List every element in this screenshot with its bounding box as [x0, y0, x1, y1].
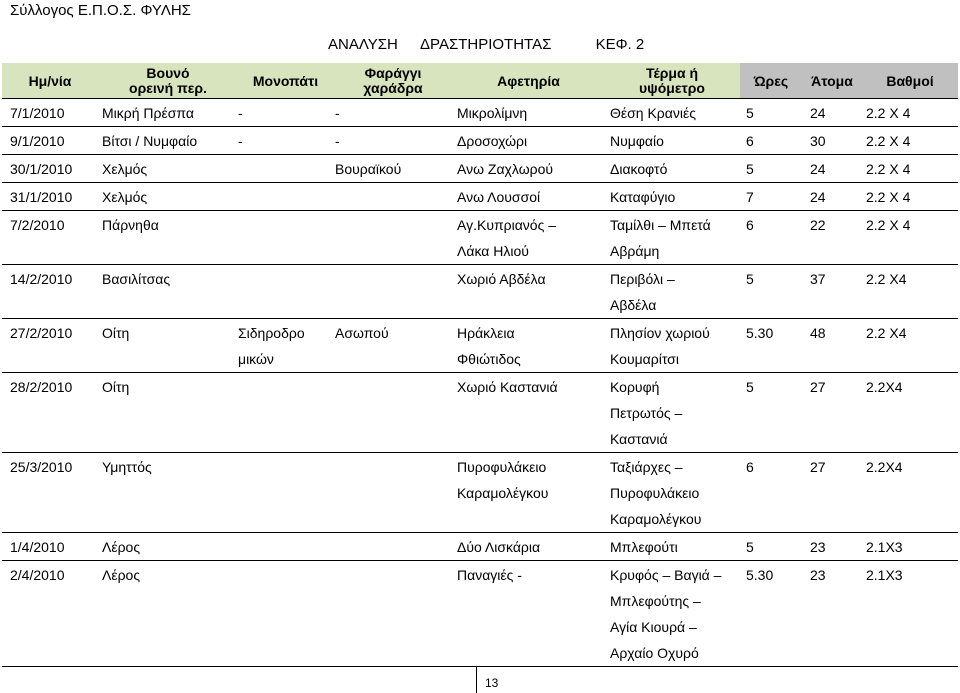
cell-hours — [740, 373, 802, 453]
cell-gorge — [333, 211, 453, 265]
cell-date — [2, 265, 98, 319]
cell-end-point — [604, 319, 740, 373]
cell-hours — [740, 183, 802, 211]
cell-line: 23 — [810, 567, 826, 583]
cell-line: 2.2 Χ4 — [866, 271, 907, 287]
column-header-line: Αφετηρία — [497, 72, 560, 89]
table-row — [2, 211, 958, 265]
column-header-end-point — [604, 63, 740, 99]
cell-gorge — [333, 127, 453, 155]
cell-start-point — [453, 265, 604, 319]
cell-trail — [238, 373, 333, 453]
cell-line: 5.30 — [746, 567, 774, 583]
cell-line: Βουραϊκού — [335, 161, 402, 177]
table-row — [2, 99, 958, 127]
cell-end-point — [604, 183, 740, 211]
cell-grades — [862, 183, 958, 211]
cell-line: 2.1Χ3 — [866, 539, 903, 555]
cell-people — [802, 561, 862, 667]
cell-hours — [740, 319, 802, 373]
cell-line: 30/1/2010 — [10, 161, 73, 177]
cell-end-point — [604, 265, 740, 319]
cell-line: 31/1/2010 — [10, 189, 73, 205]
cell-mountain — [98, 561, 238, 667]
cell-line: 22 — [810, 217, 826, 233]
cell-gorge — [333, 99, 453, 127]
table-row — [2, 319, 958, 373]
cell-people — [802, 99, 862, 127]
cell-line: - — [238, 105, 243, 121]
cell-line: Καραμολέγκου — [610, 511, 702, 527]
cell-line: 7/2/2010 — [10, 217, 65, 233]
cell-end-point — [604, 561, 740, 667]
cell-line: Αγ.Κυπριανός – — [457, 217, 557, 233]
cell-line: Δύο Λισκάρια — [457, 539, 541, 555]
column-header-line: Τέρμα ή — [645, 65, 699, 81]
column-header-start-point — [453, 63, 604, 99]
cell-line: Διακοφτό — [610, 161, 668, 177]
cell-date — [2, 127, 98, 155]
cell-line: 9/1/2010 — [10, 133, 65, 149]
cell-people — [802, 319, 862, 373]
cell-line: 2.2 Χ 4 — [866, 217, 911, 233]
cell-line: 5 — [746, 271, 754, 287]
title-part-3: ΚΕΦ. 2 — [595, 36, 645, 53]
cell-line: Ασωπού — [335, 325, 389, 341]
table-row — [2, 561, 958, 667]
cell-line: Καστανιά — [610, 431, 668, 447]
cell-line: Θέση Κρανιές — [610, 105, 696, 121]
cell-line: Κορυφή — [610, 379, 660, 395]
cell-line: Φθιώτιδος — [457, 351, 521, 367]
cell-trail — [238, 127, 333, 155]
cell-line: 2/4/2010 — [10, 567, 65, 583]
table-row — [2, 373, 958, 453]
table-header-row — [2, 63, 958, 99]
cell-line: 2.1Χ3 — [866, 567, 903, 583]
cell-hours — [740, 99, 802, 127]
footer-divider — [476, 666, 477, 693]
cell-line: Μπλεφούτης – — [610, 593, 701, 609]
title-part-2: ΔΡΑΣΤΗΡΙΟΤΗΤΑΣ — [420, 36, 552, 53]
cell-end-point — [604, 155, 740, 183]
cell-start-point — [453, 127, 604, 155]
cell-date — [2, 99, 98, 127]
column-header-line: Βουνό — [146, 65, 190, 81]
cell-line: Υμηττός — [102, 459, 152, 475]
cell-line: 6 — [746, 133, 754, 149]
cell-date — [2, 453, 98, 533]
cell-end-point — [604, 127, 740, 155]
cell-line: Χελμός — [102, 161, 148, 177]
cell-end-point — [604, 533, 740, 561]
cell-line: 28/2/2010 — [10, 379, 73, 395]
cell-line: 37 — [810, 271, 826, 287]
column-header-gorge — [333, 63, 453, 99]
page-number: 13 — [485, 676, 499, 690]
cell-mountain — [98, 99, 238, 127]
cell-line: Καραμολέγκου — [457, 485, 549, 501]
cell-line: 2.2Χ4 — [866, 459, 903, 475]
cell-mountain — [98, 319, 238, 373]
cell-line: 6 — [746, 217, 754, 233]
cell-trail — [238, 561, 333, 667]
cell-start-point — [453, 373, 604, 453]
cell-line: Νυμφαίο — [610, 133, 664, 149]
cell-line: Λέρος — [102, 539, 141, 555]
cell-people — [802, 453, 862, 533]
cell-hours — [740, 127, 802, 155]
cell-line: 24 — [810, 161, 826, 177]
cell-end-point — [604, 211, 740, 265]
cell-line: Πυροφυλάκειο — [610, 485, 700, 501]
cell-line: 7/1/2010 — [10, 105, 65, 121]
cell-line: 1/4/2010 — [10, 539, 65, 555]
cell-line: Πλησίον χωριού — [610, 325, 710, 341]
cell-date — [2, 319, 98, 373]
cell-line: 24 — [810, 105, 826, 121]
cell-people — [802, 533, 862, 561]
cell-line: Ταξιάρχες – — [610, 459, 683, 475]
cell-line: 6 — [746, 459, 754, 475]
cell-line: 7 — [746, 189, 754, 205]
column-header-hours — [740, 63, 802, 99]
cell-start-point — [453, 155, 604, 183]
cell-hours — [740, 155, 802, 183]
cell-line: Κουμαρίτσι — [610, 351, 679, 367]
column-header-line: Φαράγγι — [364, 65, 422, 81]
cell-line: 48 — [810, 325, 826, 341]
cell-grades — [862, 319, 958, 373]
cell-line: Βίτσι / Νυμφαίο — [102, 133, 198, 149]
cell-line: 27 — [810, 379, 826, 395]
cell-line: Αρχαίο Οχυρό — [610, 645, 699, 661]
cell-line: 27/2/2010 — [10, 325, 73, 341]
cell-trail — [238, 183, 333, 211]
cell-mountain — [98, 155, 238, 183]
column-header-line: Ημ/νία — [28, 72, 72, 89]
table-body — [2, 99, 958, 667]
cell-people — [802, 211, 862, 265]
cell-trail — [238, 319, 333, 373]
cell-line: 27 — [810, 459, 826, 475]
cell-line: 23 — [810, 539, 826, 555]
cell-trail — [238, 533, 333, 561]
cell-line: μικών — [238, 351, 274, 367]
cell-start-point — [453, 533, 604, 561]
column-header-line: Μονοπάτι — [252, 72, 319, 89]
table-row — [2, 533, 958, 561]
cell-gorge — [333, 453, 453, 533]
cell-line: 2.2 Χ 4 — [866, 189, 911, 205]
table-row — [2, 265, 958, 319]
column-header-line: χαράδρα — [363, 80, 423, 96]
cell-gorge — [333, 319, 453, 373]
cell-gorge — [333, 561, 453, 667]
cell-people — [802, 373, 862, 453]
column-header-line: Άτομα — [811, 72, 853, 89]
cell-people — [802, 155, 862, 183]
cell-mountain — [98, 453, 238, 533]
cell-line: - — [335, 105, 340, 121]
cell-date — [2, 183, 98, 211]
cell-people — [802, 183, 862, 211]
club-name: Σύλλογος Ε.Π.Ο.Σ. ΦΥΛΗΣ — [10, 2, 191, 19]
cell-line: Αγία Κιουρά – — [610, 619, 697, 635]
cell-line: Βασιλίτσας — [102, 271, 171, 287]
cell-trail — [238, 155, 333, 183]
column-header-line: Βαθμοί — [886, 72, 934, 89]
cell-line: Οίτη — [102, 325, 130, 341]
cell-mountain — [98, 533, 238, 561]
cell-line: Χελμός — [102, 189, 148, 205]
cell-line: Αβδέλα — [610, 297, 657, 313]
title-part-1: ΑΝΑΛΥΣΗ — [328, 36, 398, 53]
cell-line: 5 — [746, 379, 754, 395]
cell-line: 2.2 Χ 4 — [866, 161, 911, 177]
cell-line: Λέρος — [102, 567, 141, 583]
cell-mountain — [98, 127, 238, 155]
cell-grades — [862, 127, 958, 155]
cell-start-point — [453, 319, 604, 373]
column-header-people — [802, 63, 862, 99]
cell-mountain — [98, 183, 238, 211]
cell-grades — [862, 453, 958, 533]
cell-line: 2.2Χ4 — [866, 379, 903, 395]
cell-hours — [740, 561, 802, 667]
cell-gorge — [333, 265, 453, 319]
cell-grades — [862, 373, 958, 453]
activity-table — [2, 63, 958, 667]
cell-line: 24 — [810, 189, 826, 205]
cell-hours — [740, 533, 802, 561]
column-header-line: υψόμετρο — [639, 80, 705, 96]
cell-line: Λάκα Ηλιού — [457, 243, 529, 259]
cell-grades — [862, 561, 958, 667]
cell-grades — [862, 533, 958, 561]
cell-line: 2.2 Χ4 — [866, 325, 907, 341]
cell-people — [802, 265, 862, 319]
cell-date — [2, 561, 98, 667]
cell-line: 14/2/2010 — [10, 271, 73, 287]
cell-line: Σιδηροδρο — [238, 325, 305, 341]
cell-line: 5 — [746, 105, 754, 121]
cell-line: Ταμίλθι – Μπετά — [610, 217, 711, 233]
cell-line: Παναγιές - — [457, 567, 522, 583]
cell-line: 5 — [746, 539, 754, 555]
cell-line: Περιβόλι – — [610, 271, 675, 287]
cell-trail — [238, 265, 333, 319]
cell-line: Κρυφός – Βαγιά – — [610, 567, 722, 583]
cell-line: Χωριό Καστανιά — [457, 379, 558, 395]
cell-hours — [740, 453, 802, 533]
cell-mountain — [98, 265, 238, 319]
cell-start-point — [453, 453, 604, 533]
cell-end-point — [604, 373, 740, 453]
cell-grades — [862, 265, 958, 319]
column-header-line: Ώρες — [753, 72, 789, 89]
cell-line: Αβράμη — [610, 243, 660, 259]
cell-mountain — [98, 211, 238, 265]
cell-trail — [238, 453, 333, 533]
cell-line: Πάρνηθα — [102, 217, 159, 233]
cell-line: - — [335, 133, 340, 149]
cell-line: Μικρολίμνη — [457, 105, 528, 121]
cell-line: 2.2 Χ 4 — [866, 105, 911, 121]
cell-start-point — [453, 211, 604, 265]
cell-line: Πυροφυλάκειο — [457, 459, 547, 475]
cell-line: 25/3/2010 — [10, 459, 73, 475]
cell-date — [2, 533, 98, 561]
cell-trail — [238, 211, 333, 265]
cell-line: Μπλεφούτι — [610, 539, 678, 555]
cell-line: Καταφύγιο — [610, 189, 676, 205]
cell-start-point — [453, 183, 604, 211]
cell-line: Πετρωτός – — [610, 405, 683, 421]
cell-hours — [740, 211, 802, 265]
column-header-mountain — [98, 63, 238, 99]
cell-gorge — [333, 373, 453, 453]
cell-date — [2, 155, 98, 183]
cell-line: Οίτη — [102, 379, 130, 395]
cell-grades — [862, 155, 958, 183]
column-header-grades — [862, 63, 958, 99]
cell-line: 30 — [810, 133, 826, 149]
table-row — [2, 127, 958, 155]
page-title — [328, 36, 644, 53]
cell-grades — [862, 211, 958, 265]
cell-people — [802, 127, 862, 155]
cell-gorge — [333, 533, 453, 561]
cell-gorge — [333, 183, 453, 211]
cell-start-point — [453, 561, 604, 667]
column-header-date — [2, 63, 98, 99]
cell-gorge — [333, 155, 453, 183]
cell-end-point — [604, 453, 740, 533]
cell-hours — [740, 265, 802, 319]
cell-line: 5.30 — [746, 325, 774, 341]
cell-line: Ανω Λουσσοί — [457, 189, 541, 205]
column-header-trail — [238, 63, 333, 99]
table-row — [2, 183, 958, 211]
cell-line: Μικρή Πρέσπα — [102, 105, 194, 121]
cell-end-point — [604, 99, 740, 127]
cell-line: Ηράκλεια — [457, 325, 515, 341]
cell-line: 2.2 Χ 4 — [866, 133, 911, 149]
table-row — [2, 453, 958, 533]
cell-grades — [862, 99, 958, 127]
cell-mountain — [98, 373, 238, 453]
cell-line: Δροσοχώρι — [457, 133, 528, 149]
cell-date — [2, 211, 98, 265]
cell-line: Χωριό Αβδέλα — [457, 271, 546, 287]
column-header-line: ορεινή περ. — [129, 80, 207, 96]
table-row — [2, 155, 958, 183]
cell-line: Ανω Ζαχλωρού — [457, 161, 554, 177]
cell-trail — [238, 99, 333, 127]
cell-date — [2, 373, 98, 453]
cell-start-point — [453, 99, 604, 127]
cell-line: - — [238, 133, 243, 149]
cell-line: 5 — [746, 161, 754, 177]
